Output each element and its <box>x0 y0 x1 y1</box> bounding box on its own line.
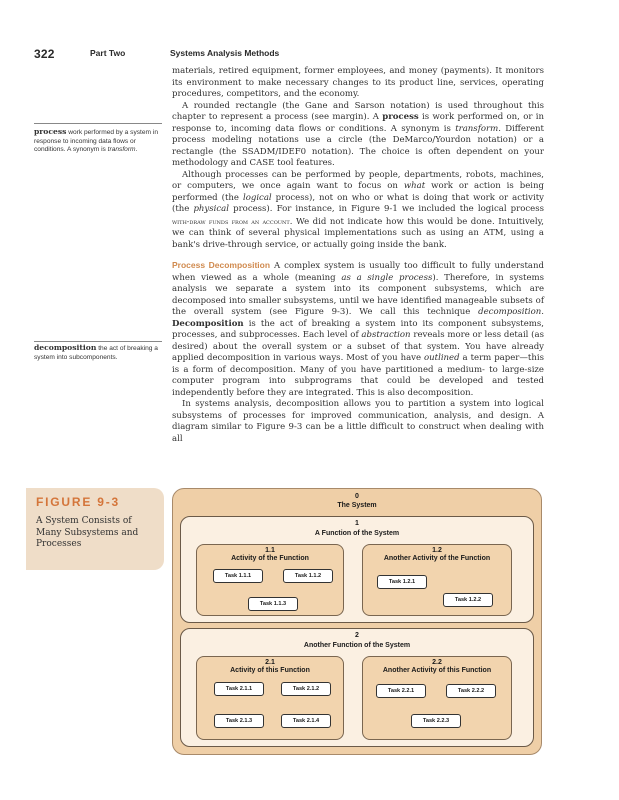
function-1-number: 1 <box>355 520 359 527</box>
task-box: Task 1.2.2 <box>443 593 493 607</box>
paragraph-3: Although processes can be performed by people, departments, robots, machines, or computers, we once again want to focus on what work or action is being performed (the logical process), not on who or what is doing that work or activity (the physical process). For instance, in Figure 9-1 we included the logical process with-draw funds from an account. We did not indicate how this would be done. Intuitively, we can think of several physical implementations such as using an ATM, using a bank's drive-through service, or actually going inside the bank. <box>172 169 544 250</box>
activity-2-2-number: 2.2 <box>432 659 442 666</box>
glossary-decomposition: decomposition the act of breaking a system into subcomponents. <box>34 343 158 361</box>
glossary-rule <box>34 341 162 342</box>
task-box: Task 2.1.2 <box>281 682 331 696</box>
running-head-part: Part Two <box>90 48 126 58</box>
paragraph-4: Process Decomposition A complex system is usually too difficult to fully understand when viewed as a whole (meaning as a single process). Therefore, in systems analysis we separate a system into its component subsystems, which are decomposed into smaller subsystems, until we have identified manageable subsets of the overall system (see Figure 9-3). We call this technique decomposition. Decomposition is the act of breaking a system into its component subsystems, processes, and subprocesses. Each level of abstraction reveals more or less detail (as desired) about the overall system or a subset of that system. You have already applied decomposition in various ways. Most of you have outlined a term paper—this is a form of decomposition. Many of you have partitioned a medium- to large-size computer program into subprograms that could be developed and tested independently before they are integrated. This is also decomposition. <box>172 260 544 398</box>
task-box: Task 1.1.2 <box>283 569 333 583</box>
task-box: Task 2.1.4 <box>281 714 331 728</box>
task-box: Task 1.1.3 <box>248 597 298 611</box>
root-title: The System <box>337 502 377 509</box>
activity-1-2-title: Another Activity of the Function <box>383 555 491 562</box>
task-box: Task 2.1.3 <box>214 714 264 728</box>
activity-1-1-title: Activity of the Function <box>231 555 309 562</box>
task-box: Task 2.2.2 <box>446 684 496 698</box>
paragraph-5: In systems analysis, decomposition allows you to partition a system into logical subsystems of processes for improved communication, analysis, and design. A diagram similar to Figure 9-3 can be a little difficult to construct when dealing with all <box>172 399 544 444</box>
paragraph-1: materials, retired equipment, former employees, and money (payments). It monitors its environment to make necessary changes to its product line, services, operating procedures, competitors, and the economy. <box>172 66 544 99</box>
running-head-title: Systems Analysis Methods <box>170 48 280 58</box>
activity-2-2-title: Another Activity of this Function <box>382 667 492 674</box>
activity-2-1-number: 2.1 <box>265 659 275 666</box>
activity-1-2-number: 1.2 <box>432 547 442 554</box>
page-number: 322 <box>34 47 55 61</box>
function-2-number: 2 <box>355 632 359 639</box>
run-in-heading: Process Decomposition <box>172 260 271 270</box>
glossary-process: process work performed by a system in response to incoming data flows or conditions. A synonym is transform. <box>34 127 159 154</box>
task-box: Task 2.2.3 <box>411 714 461 728</box>
paragraph-2: A rounded rectangle (the Gane and Sarson notation) is used throughout this chapter to represent a process (see margin). A process is work performed on, or in response to, incoming data flows or conditions. A synonym is transform. Different process modeling notations use a circle (the DeMarco/Yourdon notation) or a rectangle (the SSADM/IDEF0 notation). The choice is often dependent on your methodology and CASE tool features. <box>172 100 544 168</box>
body-column <box>172 66 544 445</box>
task-box: Task 1.2.1 <box>377 575 427 589</box>
task-box: Task 2.2.1 <box>376 684 426 698</box>
root-number: 0 <box>355 493 359 500</box>
task-box: Task 1.1.1 <box>213 569 263 583</box>
glossary-rule <box>34 123 162 124</box>
function-1-title: A Function of the System <box>314 530 400 537</box>
figure-caption: A System Consists of Many Subsystems and Processes <box>36 516 139 549</box>
function-2-title: Another Function of the System <box>303 642 411 649</box>
figure-label: FIGURE 9-3 <box>36 495 121 509</box>
activity-1-1-number: 1.1 <box>265 547 275 554</box>
task-box: Task 2.1.1 <box>214 682 264 696</box>
activity-2-1-title: Activity of this Function <box>230 667 310 674</box>
